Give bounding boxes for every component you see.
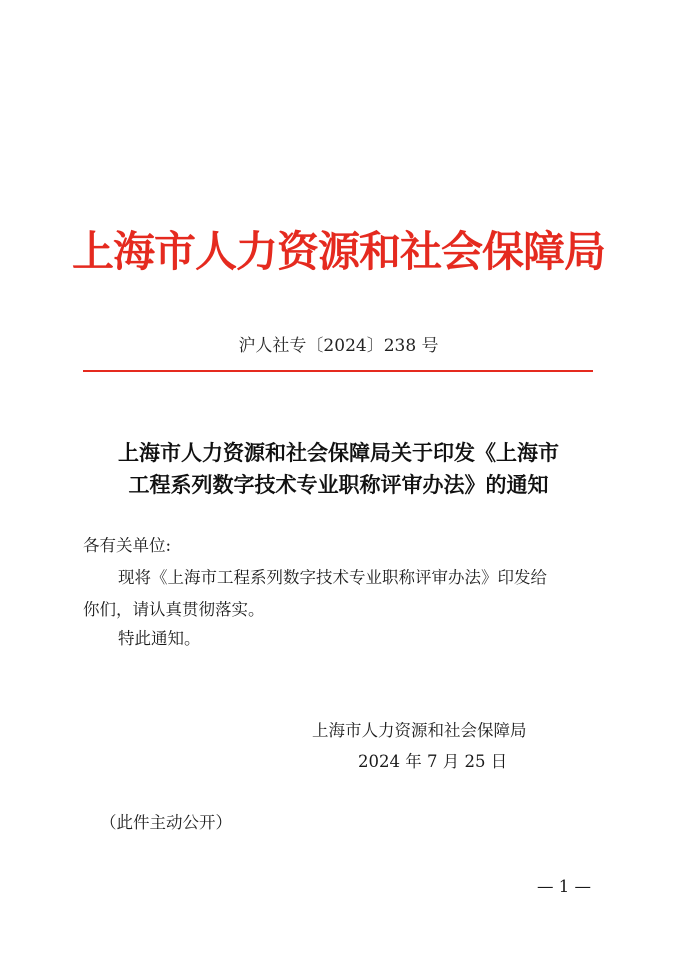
disclosure-note: （此件主动公开）	[100, 813, 232, 832]
page-number: — 1 —	[537, 877, 591, 896]
signature-issuer: 上海市人力资源和社会保障局	[312, 721, 527, 740]
document-number: 沪人社专〔2024〕238 号	[238, 336, 439, 356]
body-paragraph-line-2: 你们，请认真贯彻落实。	[83, 600, 265, 619]
closing-phrase: 特此通知。	[118, 629, 201, 648]
body-paragraph-line-1: 现将《上海市工程系列数字技术专业职称评审办法》印发给	[118, 568, 547, 587]
issuer-title: 上海市人力资源和社会保障局	[71, 227, 605, 276]
notice-title-line-1: 上海市人力资源和社会保障局关于印发《上海市	[118, 440, 559, 465]
notice-title-line-2: 工程系列数字技术专业职称评审办法》的通知	[128, 472, 549, 497]
signature-date: 2024 年 7 月 25 日	[358, 752, 508, 771]
notice-title	[60, 437, 617, 501]
salutation: 各有关单位:	[83, 536, 172, 555]
red-divider	[83, 370, 593, 372]
